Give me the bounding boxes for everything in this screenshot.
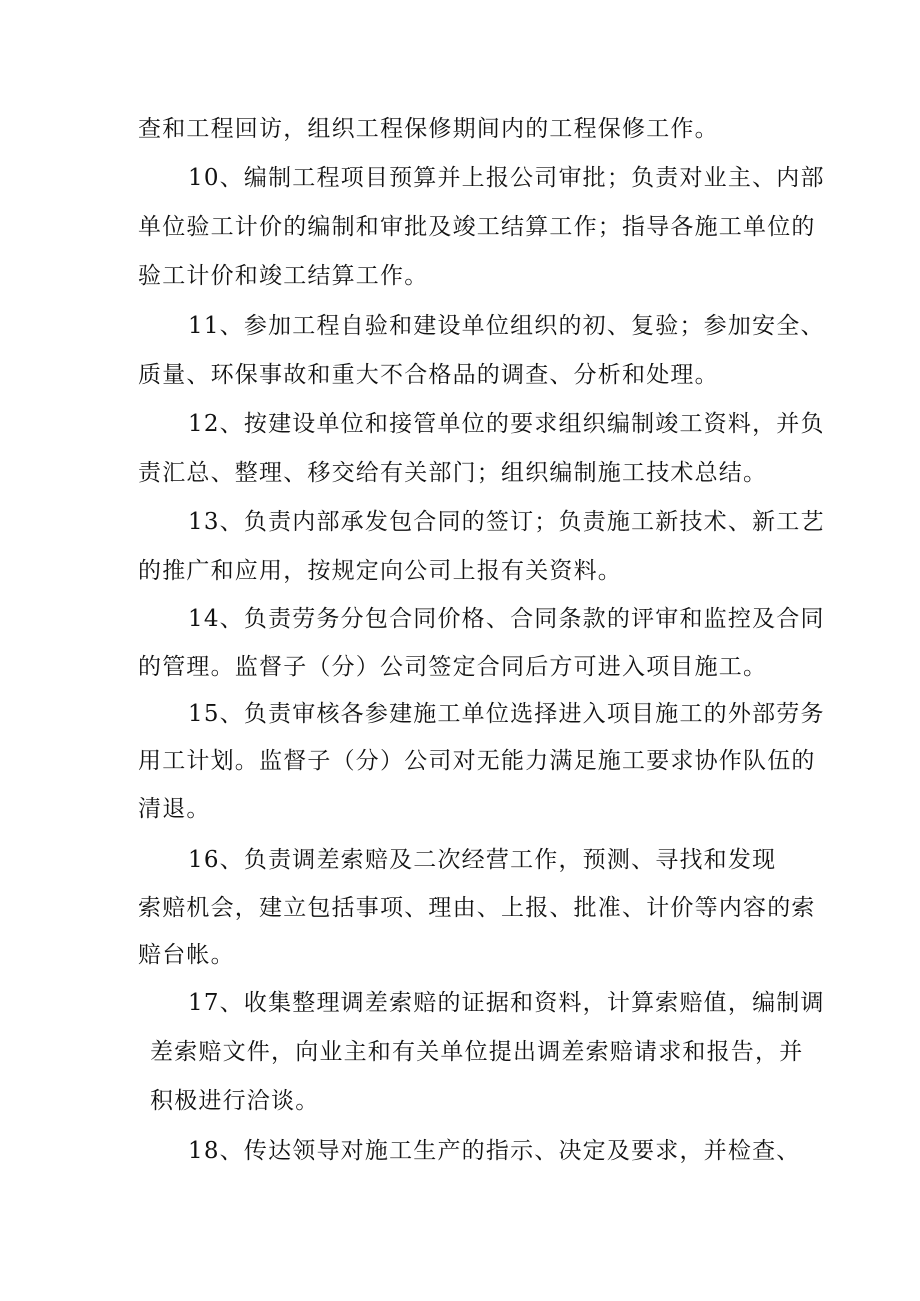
paragraph-13-line-1: 13、负责内部承发包合同的签订；负责施工新技术、新工艺 [188, 509, 825, 535]
text-line: 质量、环保事故和重大不合格品的调查、分析和处理。 [138, 362, 719, 388]
text-line: 的管理。监督子（分）公司签定合同后方可进入项目施工。 [138, 654, 768, 680]
paragraph-14-line-1: 14、负责劳务分包合同价格、合同条款的评审和监控及合同 [188, 606, 825, 632]
text-line: 的推广和应用，按规定向公司上报有关资料。 [138, 558, 622, 584]
paragraph-16-line-1: 16、负责调差索赔及二次经营工作，预测、寻找和发现 [188, 847, 777, 873]
text-line: 差索赔文件，向业主和有关单位提出调差索赔请求和报告，并 [150, 1039, 804, 1065]
text-line: 索赔机会，建立包括事项、理由、上报、批准、计价等内容的索 [138, 895, 816, 921]
paragraph-10-line-1: 10、编制工程项目预算并上报公司审批；负责对业主、内部 [188, 165, 825, 191]
text-line: 单位验工计价的编制和审批及竣工结算工作；指导各施工单位的 [138, 214, 816, 240]
text-line: 责汇总、整理、移交给有关部门；组织编制施工技术总结。 [138, 460, 768, 486]
paragraph-15-line-1: 15、负责审核各参建施工单位选择进入项目施工的外部劳务 [188, 701, 825, 727]
paragraph-17-line-1: 17、收集整理调差索赔的证据和资料，计算索赔值，编制调 [188, 990, 825, 1016]
paragraph-18-line-1: 18、传达领导对施工生产的指示、决定及要求，并检查、 [188, 1138, 801, 1164]
paragraph-12-line-1: 12、按建设单位和接管单位的要求组织编制竣工资料，并负 [188, 411, 825, 437]
text-line: 赔台帐。 [138, 942, 235, 968]
paragraph-11-line-1: 11、参加工程自验和建设单位组织的初、复验；参加安全、 [188, 313, 825, 339]
text-line: 用工计划。监督子（分）公司对无能力满足施工要求协作队伍的 [138, 748, 816, 774]
text-line: 清退。 [138, 796, 211, 822]
text-line: 查和工程回访，组织工程保修期间内的工程保修工作。 [138, 116, 719, 142]
text-line: 验工计价和竣工结算工作。 [138, 263, 429, 289]
text-line: 积极进行洽谈。 [150, 1088, 320, 1114]
